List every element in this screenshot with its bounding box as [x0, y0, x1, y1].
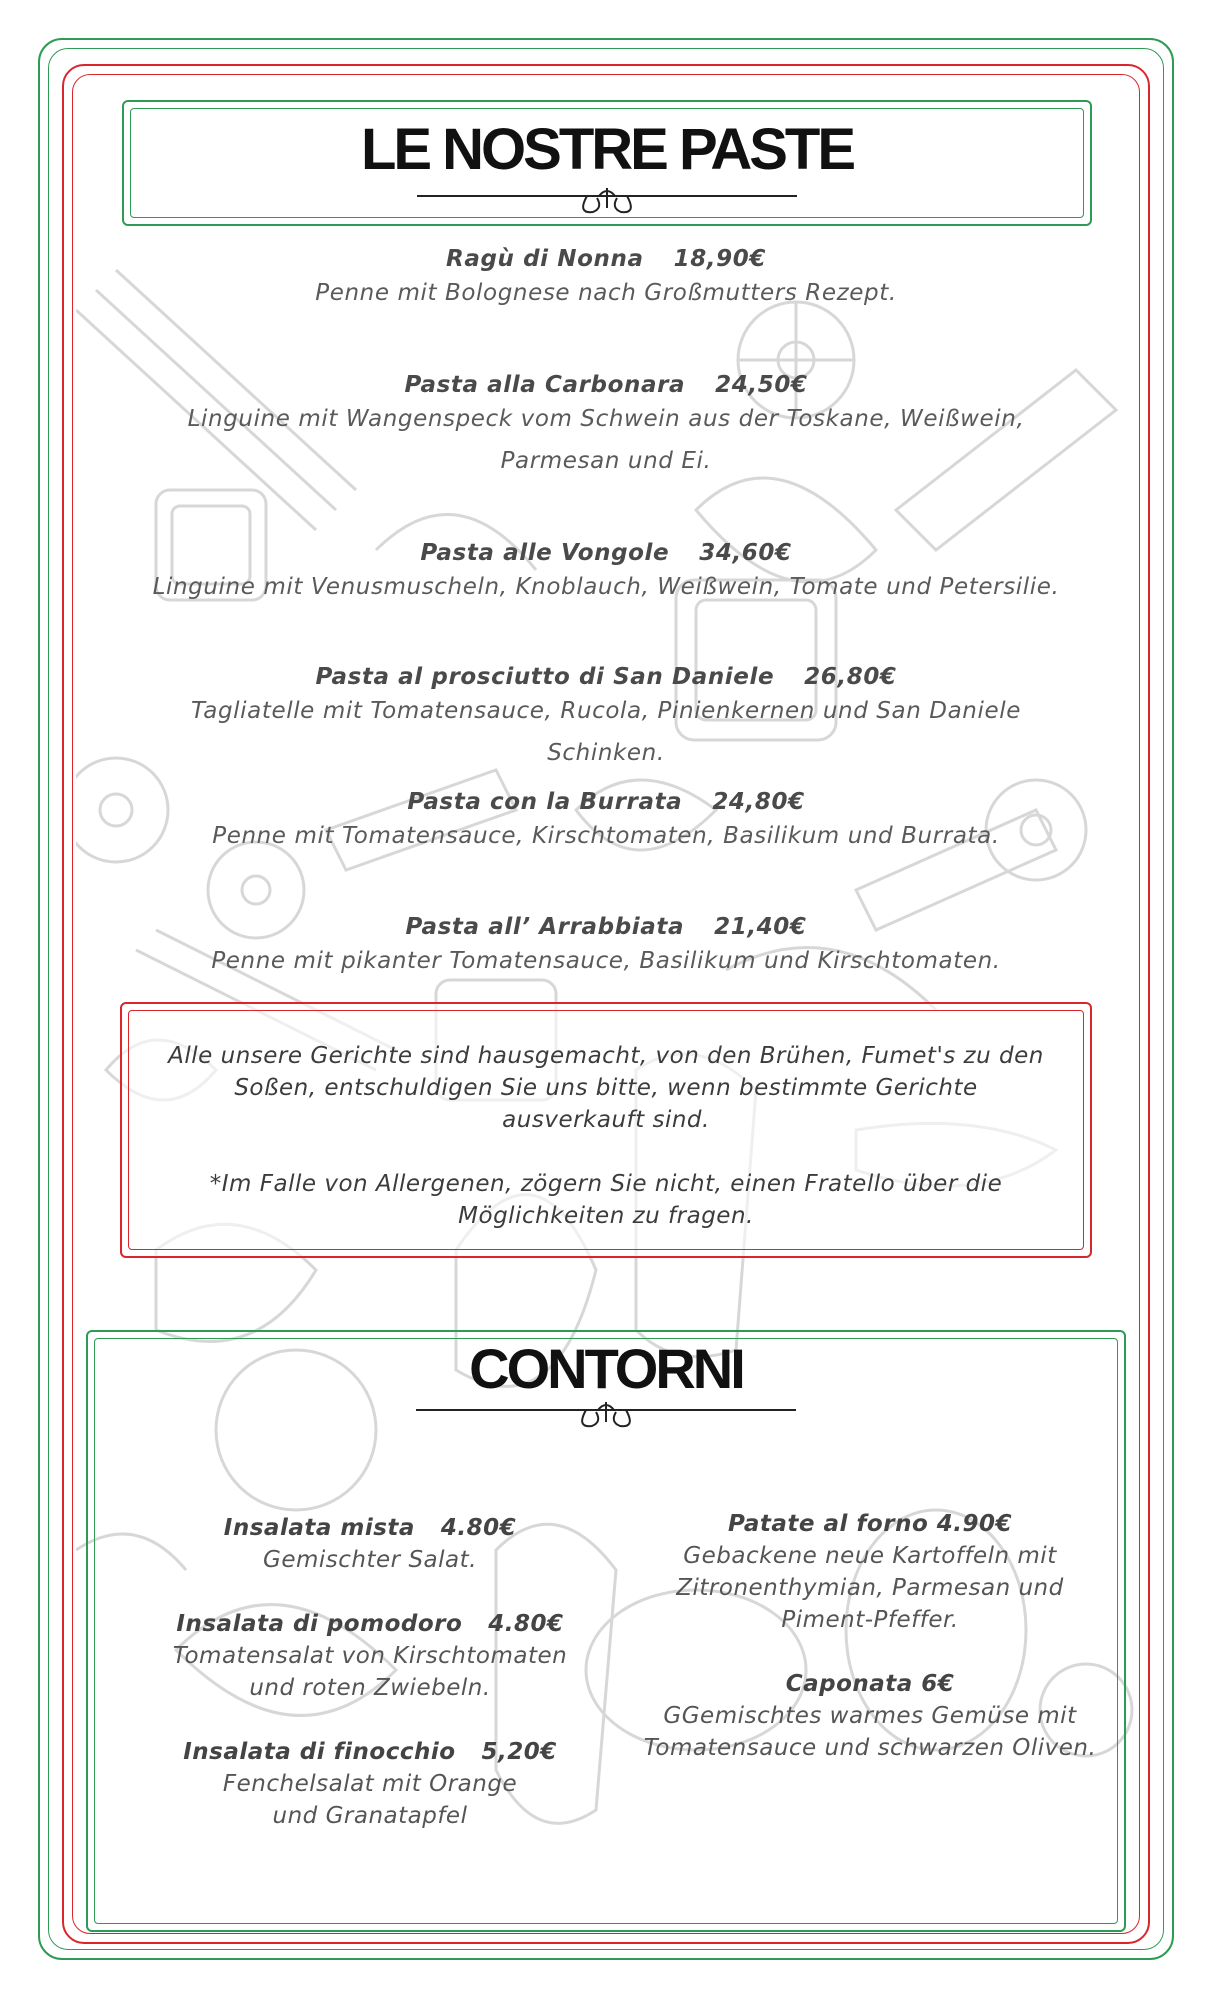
side-dish-description: Fenchelsalat mit Orange — [222, 1771, 518, 1797]
side-dish-title: Patate al forno 4.90€ — [727, 1511, 1013, 1537]
dish-name: Pasta con la Burrata — [407, 789, 683, 815]
dish-name: Pasta al prosciutto di San Daniele — [315, 664, 775, 690]
dish-title — [90, 246, 1122, 272]
info-note-box — [120, 1002, 1092, 1258]
side-dish-description: Piment-Pfeffer. — [781, 1607, 959, 1633]
side-dish-title: Caponata 6€ — [785, 1671, 955, 1697]
side-dish-description: Tomatensauce und schwarzen Oliven. — [643, 1735, 1097, 1761]
allergen-note-line: Möglichkeiten zu fragen. — [458, 1203, 754, 1229]
dish-item — [90, 789, 1122, 857]
side-dish-description: Gebackene neue Kartoffeln mit — [683, 1543, 1057, 1569]
ornament-divider-icon — [417, 184, 797, 218]
dish-title — [90, 664, 1122, 690]
side-dish-description: Gemischter Salat. — [263, 1547, 477, 1573]
side-dish-name: Insalata di pomodoro — [176, 1611, 463, 1637]
side-dish-description: Zitronenthymian, Parmesan und — [676, 1575, 1064, 1601]
side-dish-name: Insalata di finocchio — [183, 1739, 456, 1765]
dish-description: Schinken. — [547, 740, 665, 766]
dish-item — [90, 664, 1122, 774]
dish-price: 34,60€ — [699, 540, 792, 566]
dish-title — [90, 789, 1122, 815]
dish-description: Linguine mit Venusmuscheln, Knoblauch, Weißwein, Tomate und Petersilie. — [152, 574, 1060, 600]
note-line: Soßen, entschuldigen Sie uns bitte, wenn bestimmte Gerichte — [234, 1075, 978, 1101]
side-dish-item — [150, 1512, 590, 1576]
side-dish-item — [630, 1668, 1110, 1764]
side-dish-price: 4.80€ — [488, 1611, 564, 1637]
side-dish-price: 4.80€ — [440, 1515, 517, 1541]
allergen-note-line: *Im Falle von Allergenen, zögern Sie nicht, einen Fratello über die — [209, 1171, 1003, 1197]
dish-title — [90, 540, 1122, 566]
side-dish-description: und roten Zwiebeln. — [249, 1675, 491, 1701]
side-dish-title — [150, 1512, 590, 1544]
dish-description: Linguine mit Wangenspeck vom Schwein aus der Toskane, Weißwein, — [187, 406, 1025, 432]
dish-item — [90, 540, 1122, 608]
dish-description: Penne mit Bolognese nach Großmutters Rezept. — [315, 280, 897, 306]
side-dish-title — [150, 1736, 590, 1768]
dish-item — [90, 372, 1122, 482]
dish-price: 26,80€ — [804, 664, 897, 690]
section-title-contorni: CONTORNI — [469, 1337, 743, 1400]
dish-name: Pasta alle Vongole — [420, 540, 670, 566]
note-line: Alle unsere Gerichte sind hausgemacht, von den Brühen, Fumet's zu den — [168, 1043, 1044, 1069]
side-dish-title — [150, 1608, 590, 1640]
side-dish-name: Insalata mista — [223, 1515, 415, 1541]
dish-price: 21,40€ — [714, 914, 807, 940]
dish-price: 18,90€ — [673, 246, 766, 272]
dish-price: 24,50€ — [715, 372, 808, 398]
dish-title — [90, 372, 1122, 398]
ornament-divider-icon — [416, 1398, 796, 1432]
dish-price: 24,80€ — [712, 789, 805, 815]
page-title: LE NOSTRE PASTE — [360, 117, 854, 182]
dish-name: Pasta all’ Arrabbiata — [405, 914, 685, 940]
dish-name: Pasta alla Carbonara — [404, 372, 686, 398]
dish-description: Penne mit pikanter Tomatensauce, Basilikum und Kirschtomaten. — [211, 948, 1001, 974]
dish-title — [90, 914, 1122, 940]
dish-item — [90, 914, 1122, 982]
side-dish-price: 5,20€ — [481, 1739, 557, 1765]
side-dish-item — [150, 1608, 590, 1704]
note-line: ausverkauft sind. — [502, 1107, 710, 1133]
side-dish-description: und Granatapfel — [272, 1803, 468, 1829]
dish-description: Tagliatelle mit Tomatensauce, Rucola, Pinienkernen und San Daniele — [191, 698, 1021, 724]
side-dish-item — [150, 1736, 590, 1832]
side-dish-item — [630, 1508, 1110, 1636]
paste-title-box — [122, 100, 1092, 226]
dish-description: Parmesan und Ei. — [500, 448, 712, 474]
side-dish-description: Tomatensalat von Kirschtomaten — [172, 1643, 568, 1669]
side-dish-description: GGemischtes warmes Gemüse mit — [663, 1703, 1077, 1729]
dish-name: Ragù di Nonna — [446, 246, 644, 272]
dish-description: Penne mit Tomatensauce, Kirschtomaten, Basilikum und Burrata. — [212, 823, 1000, 849]
dish-item — [90, 246, 1122, 314]
